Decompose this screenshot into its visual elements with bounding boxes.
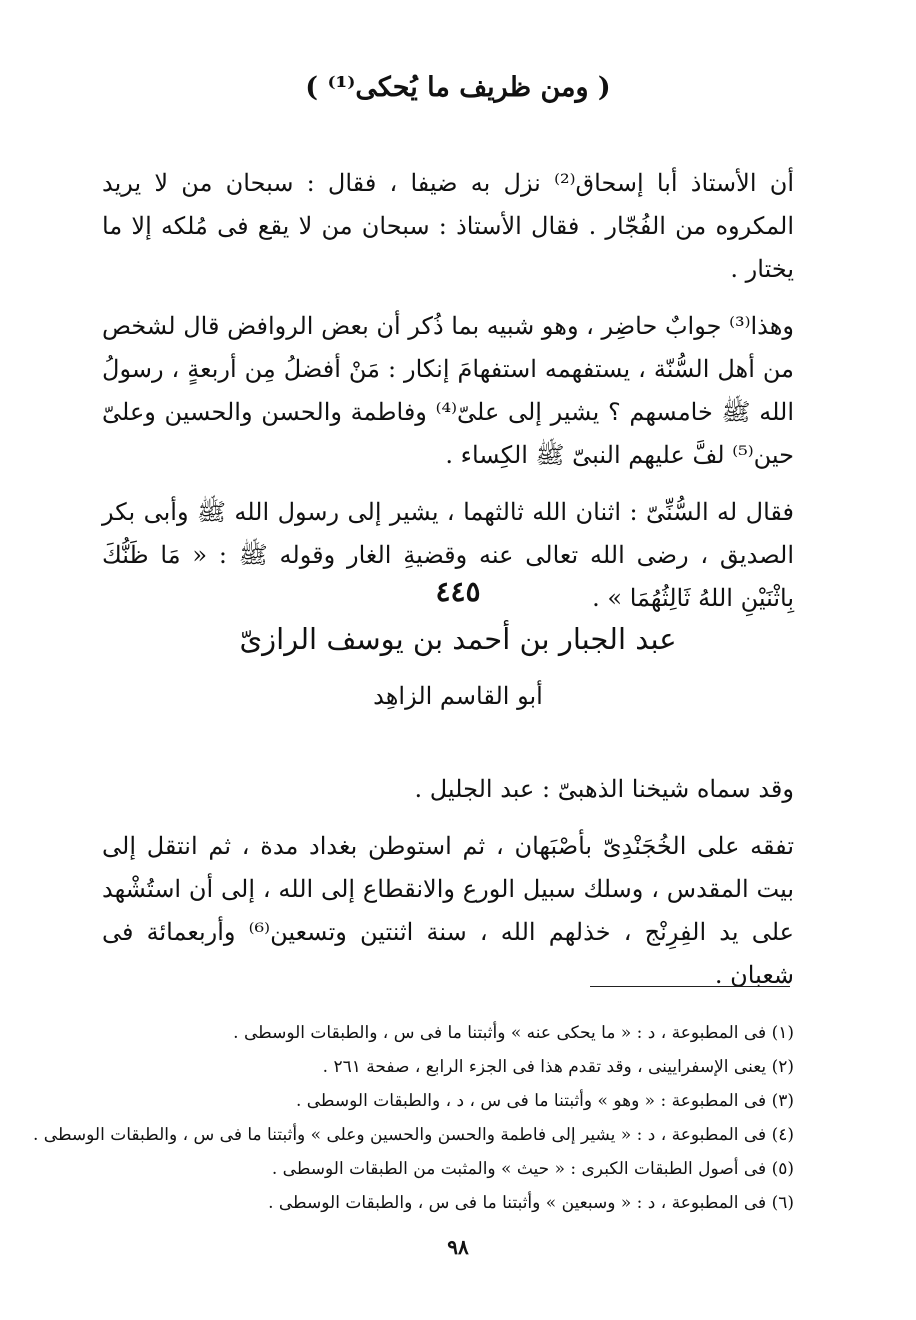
footnote: (١) فى المطبوعة ، د : « ما يحكى عنه » وأثبتنا ما فى س ، والطبقات الوسطى . bbox=[233, 1023, 794, 1043]
footnotes bbox=[32, 1016, 794, 1220]
section-heading: ( ومن ظريف ما يُحكى⁽¹⁾ ) bbox=[305, 72, 611, 103]
entry-title: عبد الجبار بن أحمد بن يوسف الرازىّ bbox=[239, 622, 677, 656]
footnote: (٥) فى أصول الطبقات الكبرى : « حيث » والمثبت من الطبقات الوسطى . bbox=[271, 1159, 794, 1179]
footnote: (٣) فى المطبوعة : « وهو » وأثبتنا ما فى س ، د ، والطبقات الوسطى . bbox=[295, 1091, 794, 1111]
paragraph: فقال له السُّنِّىّ : اثنان الله ثالثهما ، يشير إلى رسول الله ﷺ وأبى بكر الصديق ، رضى الله تعالى عنه وقضيةِ الغار وقوله ﷺ : « مَا ظَنُّكَ بِاثْنَيْنِ اللهُ ثَالِثُهُمَا » . bbox=[102, 498, 794, 612]
footnote-separator bbox=[590, 986, 790, 987]
footnote: (٦) فى المطبوعة ، د : « وسبعين » وأثبتنا ما فى س ، والطبقات الوسطى . bbox=[268, 1193, 794, 1213]
paragraph: أن الأستاذ أبا إسحاق⁽²⁾ نزل به ضيفا ، فقال : سبحان من لا يريد المكروه من الفُجّار . فقال الأستاذ : سبحان من لا يقع فى مُلكه إلا ما يختار . bbox=[102, 169, 794, 283]
paragraph: وهذا⁽³⁾ جوابٌ حاضِر ، وهو شبيه بما ذُكر أن بعض الروافض قال لشخص من أهل السُّنّة ، يستفهمه استفهامَ إنكار : مَنْ أفضلُ مِن أربعةٍ ، رسولُ الله ﷺ خامسهم ؟ يشير إلى علىّ⁽⁴⁾ وفاطمة والحسن والحسين وعلىّ حين⁽⁵⁾ لفَّ عليهم النبىّ ﷺ الكِساء . bbox=[102, 312, 795, 469]
paragraph: وقد سماه شيخنا الذهبىّ : عبد الجليل . bbox=[414, 775, 794, 803]
footnote: (٢) يعنى الإسفرايينى ، وقد تقدم هذا فى الجزء الرابع ، صفحة ٢٦١ . bbox=[322, 1057, 794, 1077]
footnote: (٤) فى المطبوعة ، د : « يشير إلى فاطمة والحسن والحسين وعلى » وأثبتنا ما فى س ، والطبقات الوسطى . bbox=[32, 1125, 794, 1145]
page-number: ٩٨ bbox=[447, 1235, 469, 1259]
entry-number: ٤٤٥ bbox=[435, 575, 481, 608]
anecdote-text bbox=[102, 162, 794, 620]
paragraph: تفقه على الخُجَنْدِىّ بأصْبَهان ، ثم استوطن بغداد مدة ، ثم انتقل إلى بيت المقدس ، وسلك سبيل الورع والانقطاع إلى الله ، إلى أن استُشْهد على يد الفِرِنْج ، خذلهم الله ، سنة اثنتين وتسعين⁽⁶⁾ وأربعمائة فى شعبان . bbox=[102, 832, 795, 989]
entry-subtitle: أبو القاسم الزاهِد bbox=[373, 682, 543, 710]
biography-text bbox=[102, 768, 794, 997]
